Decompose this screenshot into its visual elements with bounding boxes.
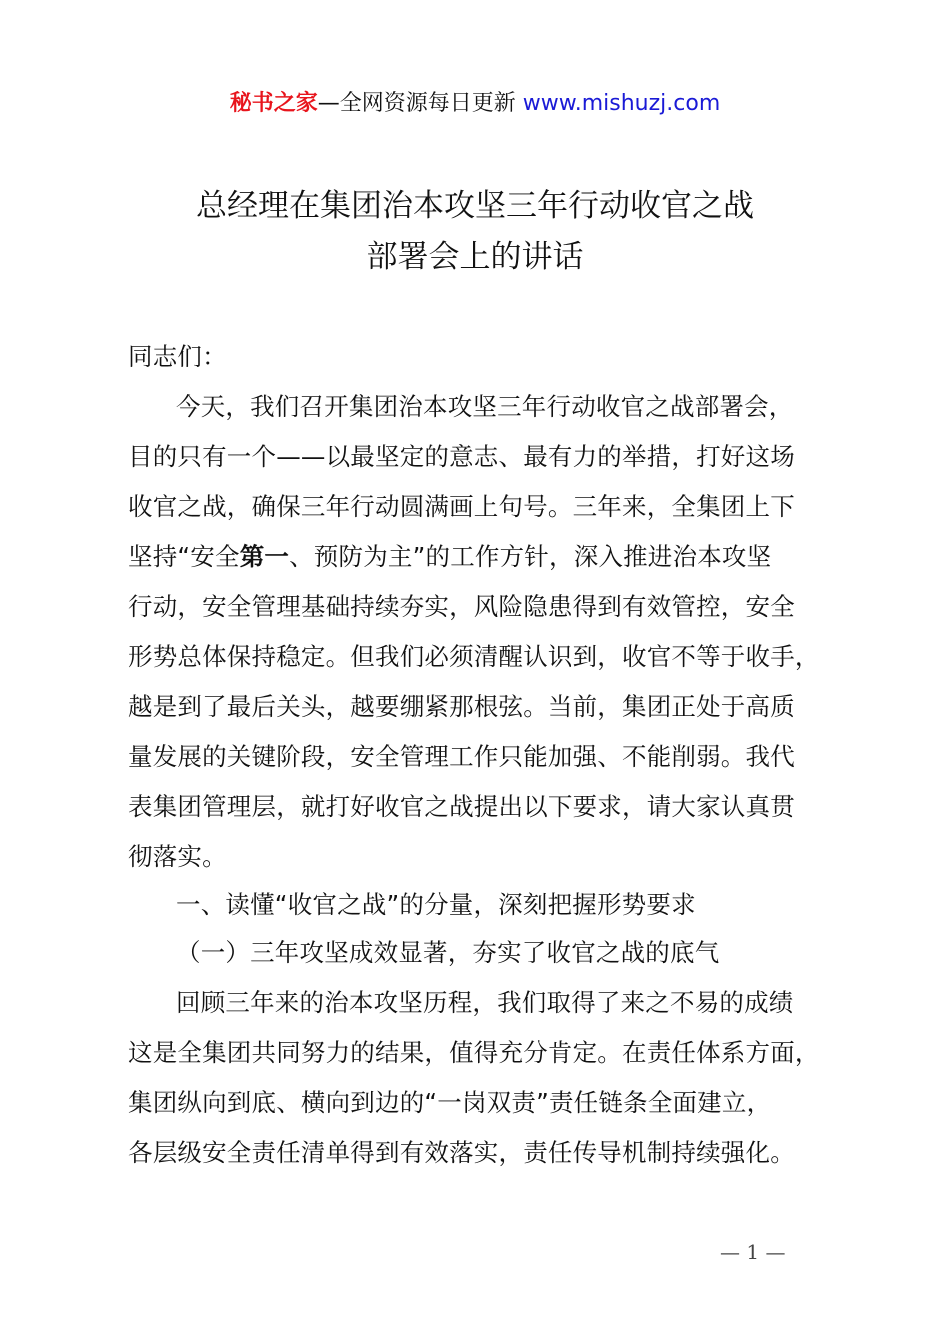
page-number: — 1 — [720,1240,786,1264]
brand-name: 秘书之家 [229,91,318,116]
paragraph-line: 今天，我们召开集团治本攻坚三年行动收官之战部署会， [176,392,794,421]
paragraph-line: 表集团管理层，就打好收官之战提出以下要求，请大家认真贯 [128,792,795,821]
section-heading: 一、读懂“收官之战”的分量，深刻把握形势要求 [176,890,696,919]
site-link[interactable]: www.mishuzj.com [522,91,721,116]
paragraph-line: 集团纵向到底、横向到边的“一岗双责”责任链条全面建立， [128,1088,772,1117]
document-title-line-2: 部署会上的讲话 [366,239,584,275]
paragraph-line: 目的只有一个——以最坚定的意志、最有力的举措，打好这场 [128,442,795,471]
paragraph-line: 彻落实。 [128,842,227,871]
paragraph-line [128,541,771,573]
paragraph-line: 量发展的关键阶段，安全管理工作只能加强、不能削弱。我代 [128,742,795,771]
paragraph-line: 收官之战，确保三年行动圆满画上句号。三年来，全集团上下 [128,492,795,521]
subsection-heading: （一）三年攻坚成效显著，夯实了收官之战的底气 [176,938,720,967]
bold-text: 第一 [239,542,290,571]
paragraph-line: 回顾三年来的治本攻坚历程，我们取得了来之不易的成绩 [176,988,794,1017]
text-segment: 、预防为主”的工作方针，深入推进治本攻坚 [289,542,772,571]
paragraph-line: 这是全集团共同努力的结果，值得充分肯定。在责任体系方面， [128,1038,820,1067]
salutation: 同志们： [128,342,227,371]
paragraph-line: 越是到了最后关头，越要绷紧那根弦。当前，集团正处于高质 [128,692,795,721]
paragraph-line: 形势总体保持稳定。但我们必须清醒认识到，收官不等于收手， [128,642,820,671]
text-segment: 坚持“安全 [128,542,240,571]
header-tagline: —全网资源每日更新 [317,91,516,116]
watermark-header [0,88,950,120]
paragraph-line: 各层级安全责任清单得到有效落实，责任传导机制持续强化。 [128,1138,795,1167]
paragraph-line: 行动，安全管理基础持续夯实，风险隐患得到有效管控，安全 [128,592,795,621]
document-title-line-1: 总经理在集团治本攻坚三年行动收官之战 [196,188,754,224]
